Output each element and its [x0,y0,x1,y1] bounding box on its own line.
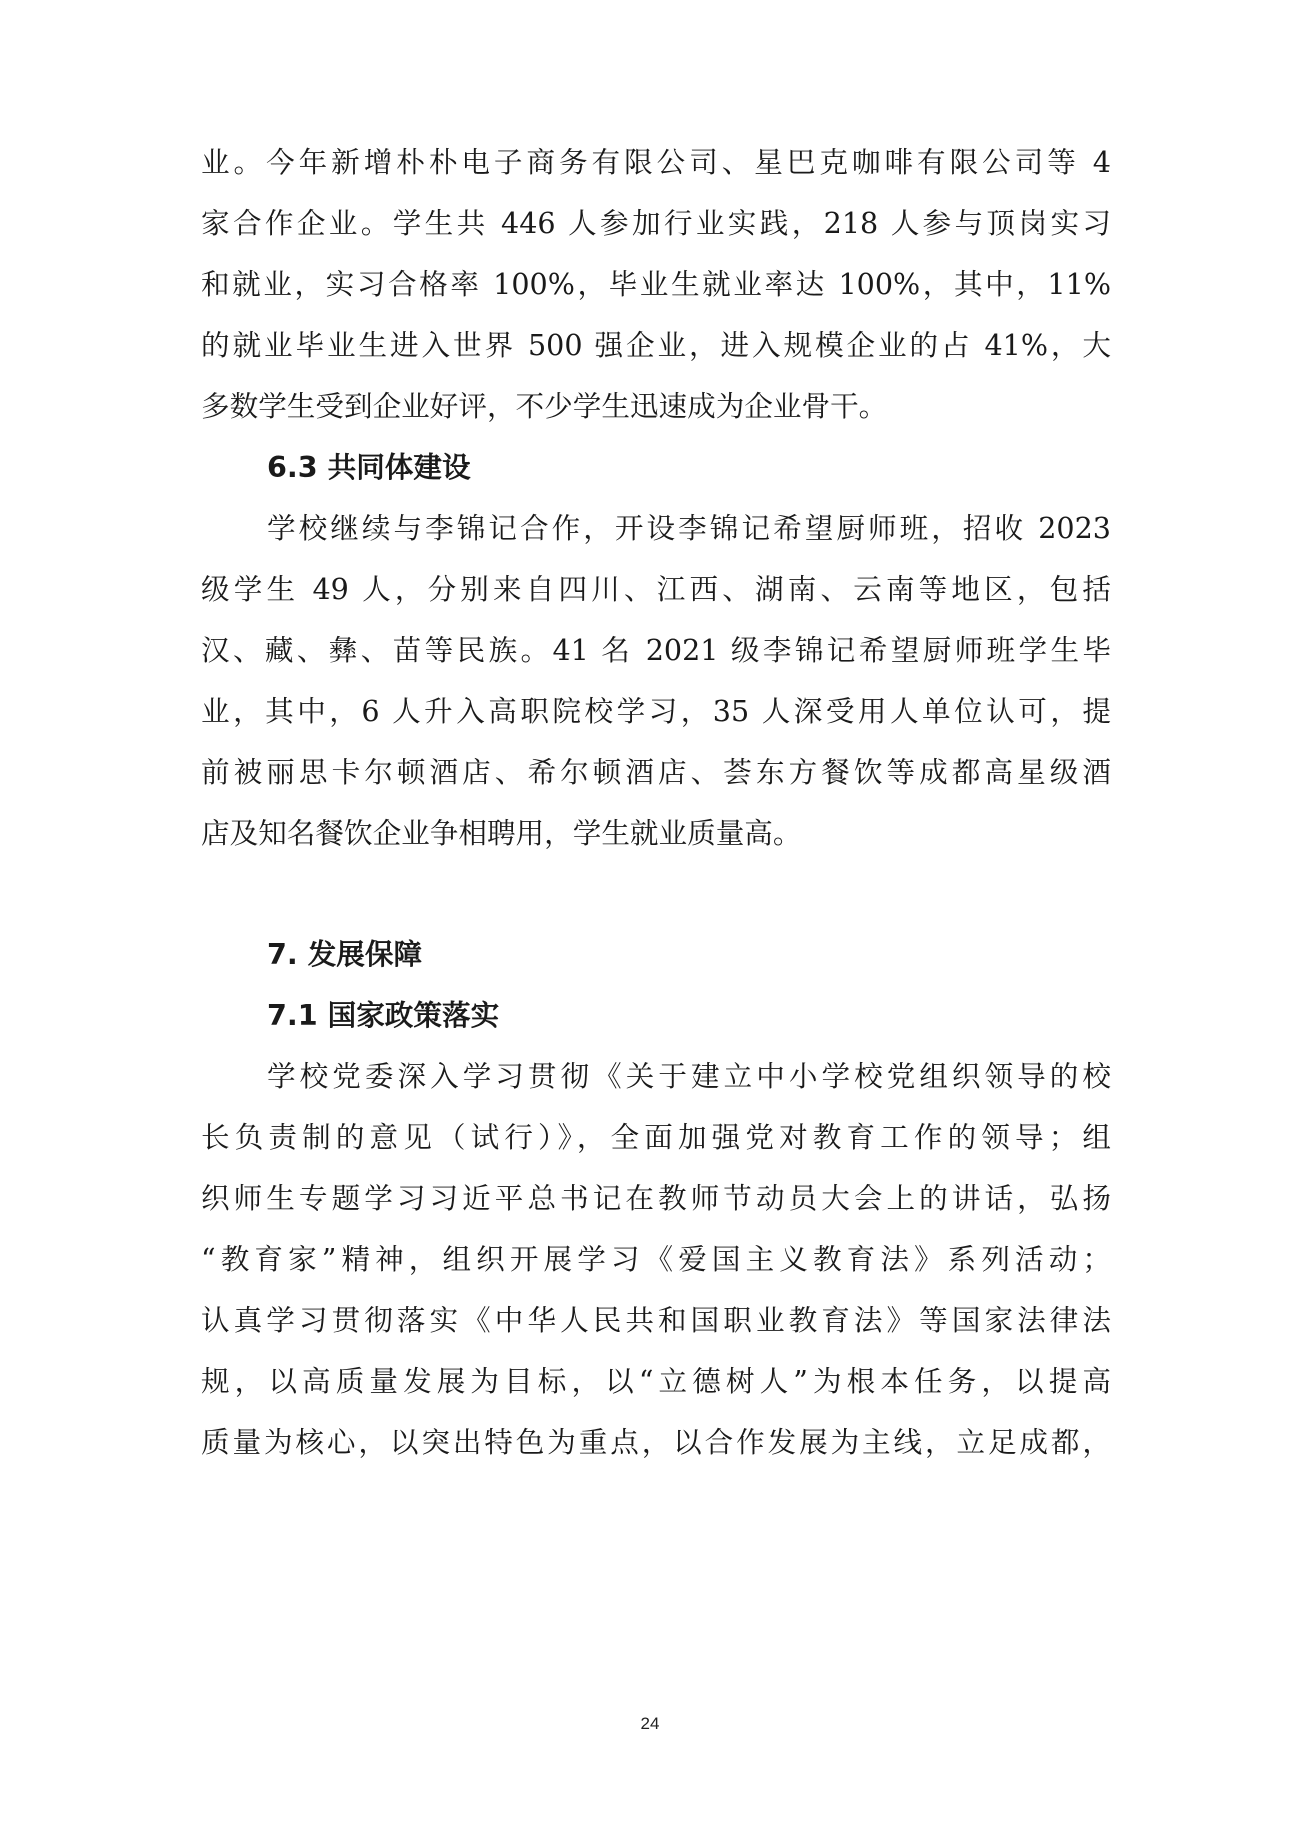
paragraph-2-line-1: 学校继续与李锦记合作，开设李锦记希望厨师班，招收 2023 [267,511,1111,545]
paragraph-3-line-5: 认真学习贯彻落实《中华人民共和国职业教育法》等国家法律法 [201,1303,1111,1337]
page-number: 24 [640,1714,660,1733]
paragraph-3-line-7: 质量为核心，以突出特色为重点，以合作发展为主线，立足成都， [201,1425,1111,1459]
section-heading-7: 7. 发展保障 [267,937,423,971]
paragraph-1-line-3: 和就业，实习合格率 100%，毕业生就业率达 100%，其中，11% [201,267,1111,301]
paragraph-1-line-4: 的就业毕业生进入世界 500 强企业，进入规模企业的占 41%，大 [201,328,1111,362]
paragraph-2-line-2: 级学生 49 人，分别来自四川、江西、湖南、云南等地区，包括 [201,572,1111,606]
paragraph-3-line-1: 学校党委深入学习贯彻《关于建立中小学校党组织领导的校 [267,1059,1111,1093]
section-heading-6-3: 6.3 共同体建设 [267,450,471,484]
paragraph-3-line-2: 长负责制的意见（试行）》，全面加强党对教育工作的领导；组 [201,1120,1111,1154]
paragraph-2-line-5: 前被丽思卡尔顿酒店、希尔顿酒店、荟东方餐饮等成都高星级酒 [201,755,1111,789]
section-heading-7-1: 7.1 国家政策落实 [267,998,500,1032]
paragraph-2-line-3: 汉、藏、彝、苗等民族。41 名 2021 级李锦记希望厨师班学生毕 [201,633,1111,667]
paragraph-2-line-6: 店及知名餐饮企业争相聘用，学生就业质量高。 [201,816,802,850]
paragraph-3-line-6: 规，以高质量发展为目标，以“立德树人”为根本任务，以提高 [201,1364,1111,1398]
paragraph-1-line-2: 家合作企业。学生共 446 人参加行业实践，218 人参与顶岗实习 [201,206,1111,240]
paragraph-3-line-4: “教育家”精神，组织开展学习《爱国主义教育法》系列活动； [201,1242,1111,1276]
paragraph-2-line-4: 业，其中，6 人升入高职院校学习，35 人深受用人单位认可，提 [201,694,1111,728]
paragraph-3-line-3: 织师生专题学习习近平总书记在教师节动员大会上的讲话，弘扬 [201,1181,1111,1215]
paragraph-1-line-1: 业。今年新增朴朴电子商务有限公司、星巴克咖啡有限公司等 4 [201,145,1111,179]
paragraph-1-line-5: 多数学生受到企业好评，不少学生迅速成为企业骨干。 [201,389,888,423]
